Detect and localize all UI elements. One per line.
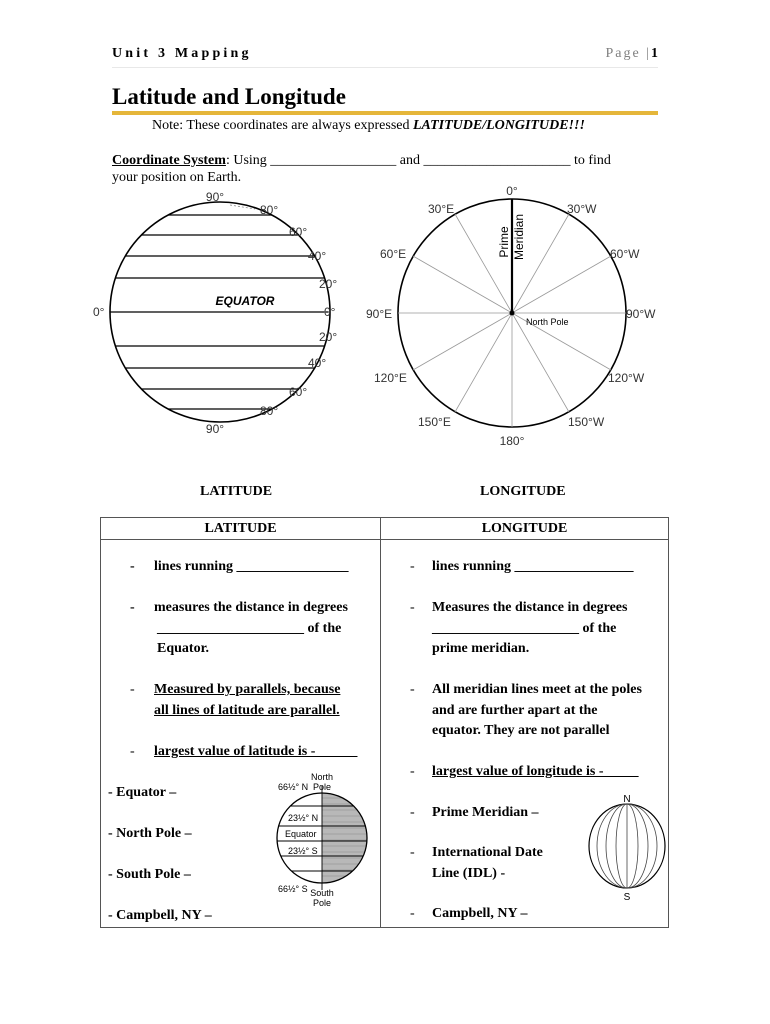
coordinate-system-prompt: Coordinate System: Using __________________ and _____________________ to find your position on Earth. xyxy=(112,153,611,185)
bullet-dash: - xyxy=(410,906,415,921)
campbell-prompt-longitude: Campbell, NY – xyxy=(432,906,528,921)
antarctic-circle-label: 66½° S xyxy=(278,884,308,894)
lon-label: 30°W xyxy=(567,202,597,216)
lat-left-zero: 0° xyxy=(93,305,105,319)
bullet-dash: - xyxy=(410,600,415,615)
prime-meridian-label: Prime xyxy=(497,226,511,258)
prime-meridian-prompt: Prime Meridian – xyxy=(432,805,539,820)
lat-item-parallels: Measured by parallels, because all lines of latitude are parallel. xyxy=(154,682,341,718)
table-header-longitude: LONGITUDE xyxy=(381,518,669,540)
bullet-dash: - xyxy=(130,744,135,759)
bullet-dash: - xyxy=(410,764,415,779)
coordinate-system-label: Coordinate System xyxy=(112,153,226,168)
south-pole-prompt: - South Pole – xyxy=(108,867,191,882)
equator-label: EQUATOR xyxy=(215,294,275,308)
unit-title: Unit 3 Mapping xyxy=(112,46,252,61)
latitude-heading: LATITUDE xyxy=(200,484,273,499)
bullet-dash: - xyxy=(130,600,135,615)
bullet-dash: - xyxy=(130,559,135,574)
lon-item-largest-value: largest value of longitude is -_____ xyxy=(432,764,639,779)
longitude-diagram xyxy=(360,182,665,448)
page-number: 1 xyxy=(651,46,658,61)
lat-right-label: 40° xyxy=(308,249,327,263)
note: Note: These coordinates are always expressed LATITUDE/LONGITUDE!!! xyxy=(152,118,585,133)
equator-prompt: - Equator – xyxy=(108,785,177,800)
lon-label: 120°W xyxy=(608,371,645,385)
lon-item-measures: Measures the distance in degrees _____________________ of the prime meridian. xyxy=(432,600,628,656)
lon-bottom-label: 180° xyxy=(499,434,525,448)
north-pole-label: North Pole xyxy=(526,317,569,327)
page-header xyxy=(112,46,658,68)
bullet-dash: - xyxy=(410,845,415,860)
lon-label: 120°E xyxy=(374,371,407,385)
lat-item-lines-running: lines running ________________ xyxy=(154,559,349,574)
north-pole-label: North xyxy=(310,772,334,782)
latitude-zones-globe xyxy=(272,768,376,912)
longitude-heading: LONGITUDE xyxy=(480,484,566,499)
lat-top-label: 90° xyxy=(205,190,225,204)
lon-label: 90°W xyxy=(626,307,656,321)
lat-right-label: 0° xyxy=(324,305,336,319)
table-header-latitude: LATITUDE xyxy=(101,518,381,540)
lat-right-label: 40° xyxy=(308,356,327,370)
south-pole-label: South xyxy=(310,888,334,898)
south-pole-label: Pole xyxy=(312,898,332,908)
lon-item-meet-at-poles: All meridian lines meet at the poles and are further apart at the equator. They are not parallel xyxy=(432,682,642,738)
page-number-label: Page |1 xyxy=(605,46,658,61)
tropic-cancer-label: 23½° N xyxy=(288,813,319,823)
tropic-capricorn-label: 23½° S xyxy=(288,846,318,856)
lon-label: 150°W xyxy=(568,415,605,429)
lat-item-measures: measures the distance in degrees _____________________ of the Equator. xyxy=(154,600,348,656)
page-title: Latitude and Longitude xyxy=(112,84,346,109)
meridian-globe xyxy=(582,790,672,908)
lon-label: 60°W xyxy=(610,247,640,261)
bullet-dash: - xyxy=(410,682,415,697)
meridian-globe-north: N xyxy=(623,794,631,805)
lat-item-largest-value: largest value of latitude is -______ xyxy=(154,744,358,759)
north-pole-label: Pole xyxy=(312,782,332,792)
lon-label: 150°E xyxy=(418,415,451,429)
idl-prompt: International Date Line (IDL) - xyxy=(432,845,543,881)
meridian-globe-south: S xyxy=(623,892,631,903)
lat-right-label: 60° xyxy=(289,225,308,239)
bullet-dash: - xyxy=(410,805,415,820)
lat-right-label: 20° xyxy=(319,330,338,344)
lat-right-label: 80° xyxy=(260,203,279,217)
lat-right-label: 80° xyxy=(260,404,279,418)
north-pole-prompt: - North Pole – xyxy=(108,826,192,841)
latitude-diagram xyxy=(85,188,355,438)
title-divider xyxy=(112,111,658,115)
prime-meridian-label: Meridian xyxy=(512,213,526,261)
campbell-prompt-latitude: - Campbell, NY – xyxy=(108,908,212,923)
lon-top-label: 0° xyxy=(506,184,518,198)
lon-label: 30°E xyxy=(428,202,455,216)
lat-right-label: 60° xyxy=(289,385,308,399)
lon-label: 90°E xyxy=(366,307,393,321)
bullet-dash: - xyxy=(130,682,135,697)
lon-label: 60°E xyxy=(380,247,407,261)
lon-item-lines-running: lines running _________________ xyxy=(432,559,634,574)
bullet-dash: - xyxy=(410,559,415,574)
equator-label: Equator xyxy=(285,829,317,839)
lat-right-label: 20° xyxy=(319,277,338,291)
lat-bottom-label: 90° xyxy=(205,422,225,436)
arctic-circle-label: 66½° N xyxy=(278,782,309,792)
